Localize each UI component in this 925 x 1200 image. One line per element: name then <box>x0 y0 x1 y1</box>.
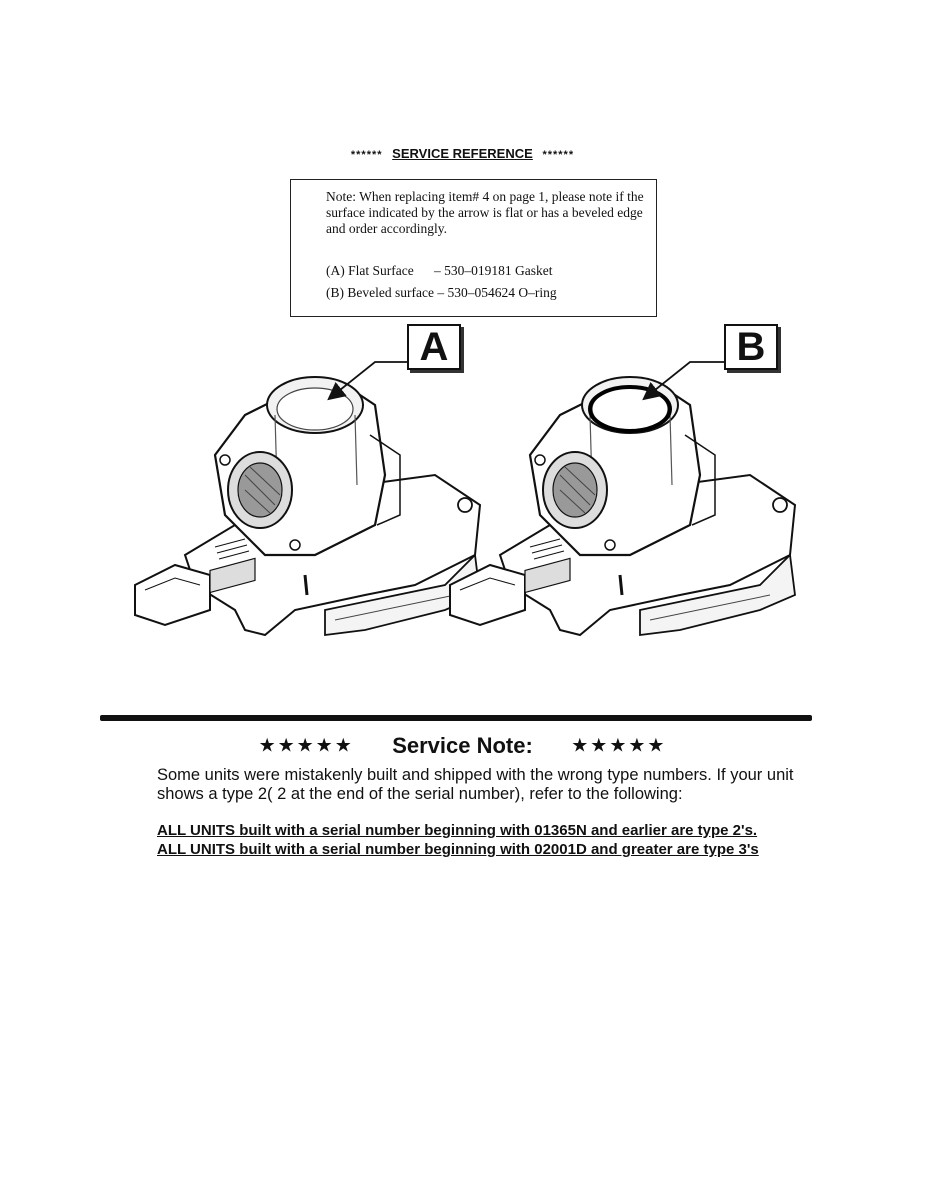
serial-rule-type-2: ALL UNITS built with a serial number beginning with 01365N and earlier are type 2's. <box>157 822 758 839</box>
stars-right: ****** <box>542 149 575 161</box>
note-text: Note: When replacing item# 4 on page 1, please note if the surface indicated by the arrow is flat or has a beveled edge and order accordingly. <box>326 189 644 236</box>
service-note-body: Some units were mistakenly built and shipped with the wrong type numbers. If your unit shows a type 2( 2 at the end of the serial number), refer to the following: <box>157 766 794 803</box>
option-b-beveled-surface: (B) Beveled surface – 530–054624 O–ring <box>326 285 557 300</box>
housing-b-beveled-surface <box>450 377 795 635</box>
stars-left: ****** <box>350 149 383 161</box>
service-note-label: Service Note: <box>392 733 533 758</box>
figure-label-b: B <box>724 324 778 370</box>
service-reference-label: SERVICE REFERENCE <box>392 146 533 161</box>
serial-rule-type-3: ALL UNITS built with a serial number beginning with 02001D and greater are type 3's <box>157 841 759 858</box>
option-a-flat-surface: (A) Flat Surface – 530–019181 Gasket <box>326 263 553 278</box>
stars-left: ★★★★★ <box>258 735 354 757</box>
stars-right: ★★★★★ <box>571 735 667 757</box>
service-note-heading <box>0 733 925 759</box>
housing-a-flat-surface <box>135 377 480 635</box>
section-divider <box>100 715 812 721</box>
figure-label-a: A <box>407 324 461 370</box>
